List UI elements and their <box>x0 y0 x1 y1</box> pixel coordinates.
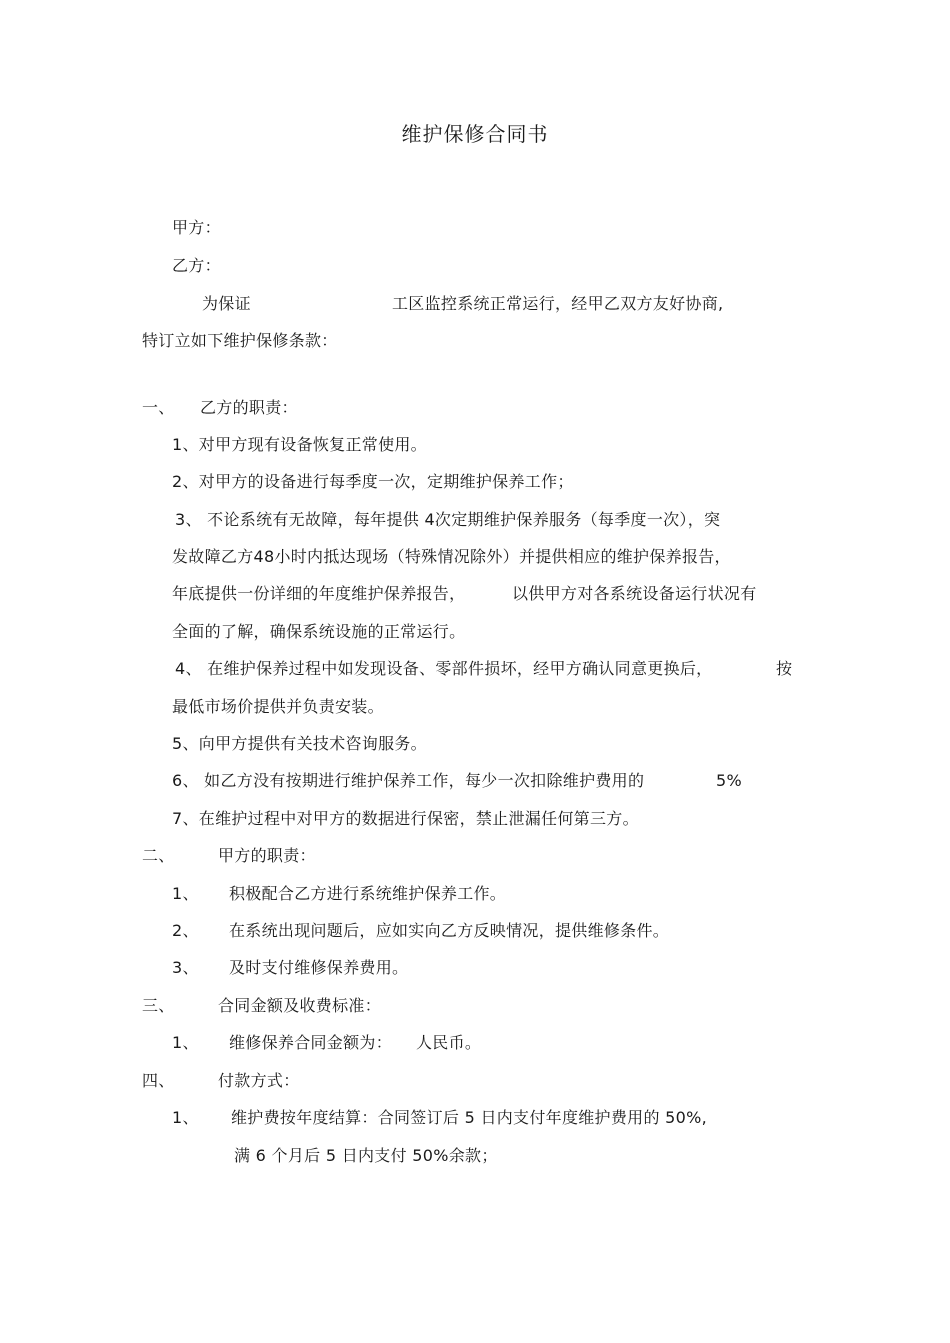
clause-number: 2、 <box>172 921 199 940</box>
clause-text: 积极配合乙方进行系统维护保养工作。 <box>229 884 507 903</box>
section-number: 二、 <box>142 846 175 865</box>
section-number: 一、 <box>142 398 175 417</box>
clause-text: 6、 如乙方没有按期进行维护保养工作，每少一次扣除维护费用的 <box>172 771 645 790</box>
clause-number: 1、 <box>172 884 199 903</box>
clause-text: 5、向甲方提供有关技术咨询服务。 <box>172 734 427 753</box>
clause-text: 按 <box>776 659 793 678</box>
clause-text: 全面的了解，确保系统设施的正常运行。 <box>172 622 466 641</box>
contract-amount-currency: 人民币。 <box>416 1033 482 1052</box>
clause-text: 4、 在维护保养过程中如发现设备、零部件损坏，经甲方确认同意更换后， <box>175 659 713 678</box>
section-heading: 甲方的职责： <box>218 846 316 865</box>
clause-number: 1、 <box>172 1033 199 1052</box>
clause-text: 在系统出现问题后，应如实向乙方反映情况，提供维修条件。 <box>229 921 670 940</box>
clause-text: 维护费按年度结算：合同签订后 5 日内支付年度维护费用的 50%, <box>231 1108 707 1127</box>
clause-text: 3、 不论系统有无故障，每年提供 4次定期维护保养服务（每季度一次），突 <box>175 510 721 529</box>
clause-text: 以供甲方对各系统设备运行状况有 <box>512 584 757 603</box>
clause-text: 年底提供一份详细的年度维护保养报告， <box>172 584 466 603</box>
document-title: 维护保修合同书 <box>401 122 549 146</box>
intro-text-end: 特订立如下维护保修条款： <box>142 331 338 350</box>
intro-text-middle: 工区监控系统正常运行，经甲乙双方友好协商, <box>392 294 724 313</box>
clause-number: 3、 <box>172 958 199 977</box>
clause-text: 维修保养合同金额为： <box>229 1033 393 1052</box>
clause-text: 及时支付维修保养费用。 <box>229 958 409 977</box>
clause-text: 最低市场价提供并负责安装。 <box>172 697 384 716</box>
clause-text: 2、对甲方的设备进行每季度一次，定期维护保养工作； <box>172 472 574 491</box>
section-heading: 乙方的职责： <box>200 398 298 417</box>
section-heading: 合同金额及收费标准： <box>218 996 382 1015</box>
section-number: 三、 <box>142 996 175 1015</box>
intro-text-start: 为保证 <box>202 294 251 313</box>
party-b-label: 乙方： <box>172 256 221 275</box>
section-number: 四、 <box>142 1071 175 1090</box>
clause-percent: 5% <box>716 771 742 790</box>
clause-text: 7、在维护过程中对甲方的数据进行保密，禁止泄漏任何第三方。 <box>172 809 639 828</box>
clause-text: 发故障乙方48小时内抵达现场（特殊情况除外）并提供相应的维护保养报告， <box>172 547 731 566</box>
clause-text-continued: 满 6 个月后 5 日内支付 50%余款； <box>234 1146 498 1165</box>
clause-text: 1、对甲方现有设备恢复正常使用。 <box>172 435 427 454</box>
party-a-label: 甲方： <box>172 218 221 237</box>
clause-number: 1、 <box>172 1108 199 1127</box>
section-heading: 付款方式： <box>218 1071 300 1090</box>
